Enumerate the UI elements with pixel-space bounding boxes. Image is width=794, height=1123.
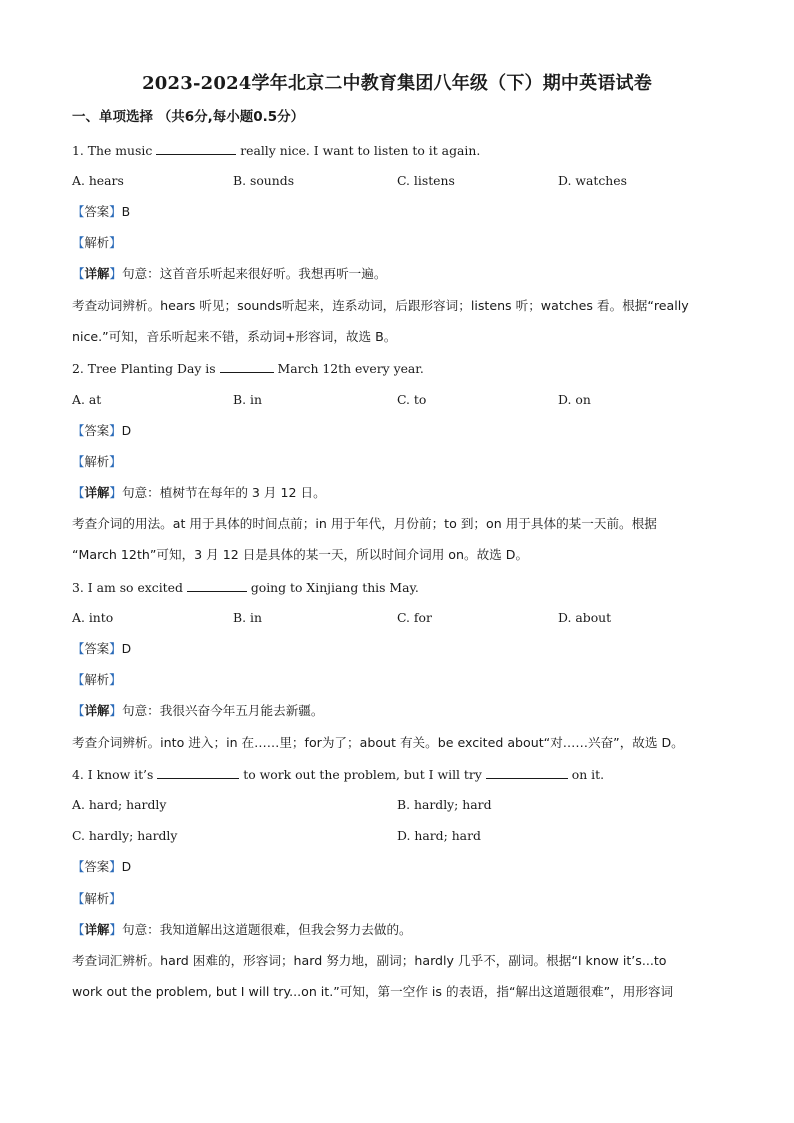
option-c: C. listens — [397, 173, 455, 188]
stem-text: I am so excited — [87, 580, 183, 595]
answer-label: 答案 — [84, 423, 110, 438]
question-3-stem — [72, 579, 419, 596]
question-number: 3. — [72, 580, 84, 595]
option-b: B. in — [233, 610, 262, 625]
detail-label: 详解 — [84, 485, 110, 500]
stem-text: Tree Planting Day is — [87, 361, 216, 376]
question-number: 4. — [72, 767, 84, 782]
explanation-text: work out the problem, but I will try...on it.”可知，第一空作 is 的表语，指“解出这道题很难”，用形容词 — [72, 984, 674, 999]
option-b: B. in — [233, 392, 262, 407]
explanation-text: 考查词汇辨析。hard 困难的，形容词；hard 努力地，副词；hardly 几乎不，副词。根据“I know it’s...to — [72, 953, 667, 968]
analysis-label: 解析 — [84, 235, 110, 250]
option-a: A. into — [72, 610, 114, 625]
question-2-stem — [72, 360, 424, 377]
stem-text: really nice. I want to listen to it again. — [240, 143, 481, 158]
detail-line: 【详解】句意：我很兴奋今年五月能去新疆。 — [72, 703, 324, 718]
question-4-stem — [72, 766, 604, 783]
answer-value: B — [121, 204, 131, 219]
question-number: 1. — [72, 143, 84, 158]
answer-blank — [486, 766, 568, 779]
option-d: D. on — [558, 392, 591, 407]
detail-line: 【详解】句意：我知道解出这道题很难，但我会努力去做的。 — [72, 922, 412, 937]
option-c: C. to — [397, 392, 427, 407]
analysis-label: 解析 — [84, 454, 110, 469]
option-c: C. hardly; hardly — [72, 828, 178, 843]
answer-line: 【答案】B — [72, 204, 131, 219]
detail-label: 详解 — [84, 922, 110, 937]
answer-line: 【答案】D — [72, 859, 132, 874]
answer-blank — [156, 142, 236, 155]
analysis-line: 【解析】 — [72, 672, 122, 687]
answer-line: 【答案】D — [72, 641, 132, 656]
analysis-line: 【解析】 — [72, 454, 122, 469]
option-a: A. hears — [72, 173, 124, 188]
answer-line: 【答案】D — [72, 423, 132, 438]
detail-label: 详解 — [84, 703, 110, 718]
section-label: 一、单项选择 — [72, 109, 153, 125]
option-a: A. hard; hardly — [72, 797, 167, 812]
answer-label: 答案 — [84, 641, 110, 656]
stem-text: March 12th every year. — [277, 361, 424, 376]
option-d: D. about — [558, 610, 612, 625]
analysis-label: 解析 — [84, 891, 110, 906]
explanation-text: “March 12th”可知，3 月 12 日是具体的某一天，所以时间介词用 on。故选 D。 — [72, 547, 529, 562]
answer-label: 答案 — [84, 859, 110, 874]
section-note: （共6分,每小题0.5分） — [157, 109, 305, 125]
question-1-stem — [72, 142, 480, 159]
answer-blank — [220, 360, 274, 373]
explanation-text: 考查动词辨析。hears 听见；sounds听起来，连系动词，后跟形容词；listens 听；watches 看。根据“really — [72, 298, 689, 313]
question-number: 2. — [72, 361, 84, 376]
answer-label: 答案 — [84, 204, 110, 219]
analysis-label: 解析 — [84, 672, 110, 687]
stem-text: on it. — [571, 767, 605, 782]
option-c: C. for — [397, 610, 432, 625]
answer-blank — [157, 766, 239, 779]
answer-value: D — [121, 423, 132, 438]
detail-text: 句意：这首音乐听起来很好听。我想再听一遍。 — [121, 266, 387, 281]
explanation-text: 考查介词的用法。at 用于具体的时间点前；in 用于年代，月份前；to 到；on 用于具体的某一天前。根据 — [72, 516, 657, 531]
stem-text: going to Xinjiang this May. — [250, 580, 419, 595]
detail-text: 句意：我很兴奋今年五月能去新疆。 — [121, 703, 324, 718]
analysis-line: 【解析】 — [72, 891, 122, 906]
stem-text: The music — [87, 143, 153, 158]
explanation-text: nice.”可知，音乐听起来不错，系动词+形容词，故选 B。 — [72, 329, 397, 344]
answer-value: D — [121, 859, 132, 874]
detail-line: 【详解】句意：这首音乐听起来很好听。我想再听一遍。 — [72, 266, 387, 281]
explanation-text: 考查介词辨析。into 进入；in 在……里；for为了；about 有关。be excited about“对……兴奋”，故选 D。 — [72, 735, 684, 750]
detail-line: 【详解】句意：植树节在每年的 3 月 12 日。 — [72, 485, 326, 500]
option-b: B. sounds — [233, 173, 295, 188]
section-heading — [72, 109, 304, 125]
stem-text: to work out the problem, but I will try — [243, 767, 482, 782]
detail-text: 句意：我知道解出这道题很难，但我会努力去做的。 — [121, 922, 412, 937]
detail-label: 详解 — [84, 266, 110, 281]
detail-text: 句意：植树节在每年的 3 月 12 日。 — [121, 485, 326, 500]
answer-value: D — [121, 641, 132, 656]
analysis-line: 【解析】 — [72, 235, 122, 250]
option-d: D. hard; hard — [397, 828, 481, 843]
stem-text: I know it’s — [87, 767, 154, 782]
option-d: D. watches — [558, 173, 627, 188]
option-a: A. at — [72, 392, 102, 407]
option-b: B. hardly; hard — [397, 797, 492, 812]
page-title: 2023-2024学年北京二中教育集团八年级（下）期中英语试卷 — [142, 73, 652, 94]
answer-blank — [187, 579, 247, 592]
